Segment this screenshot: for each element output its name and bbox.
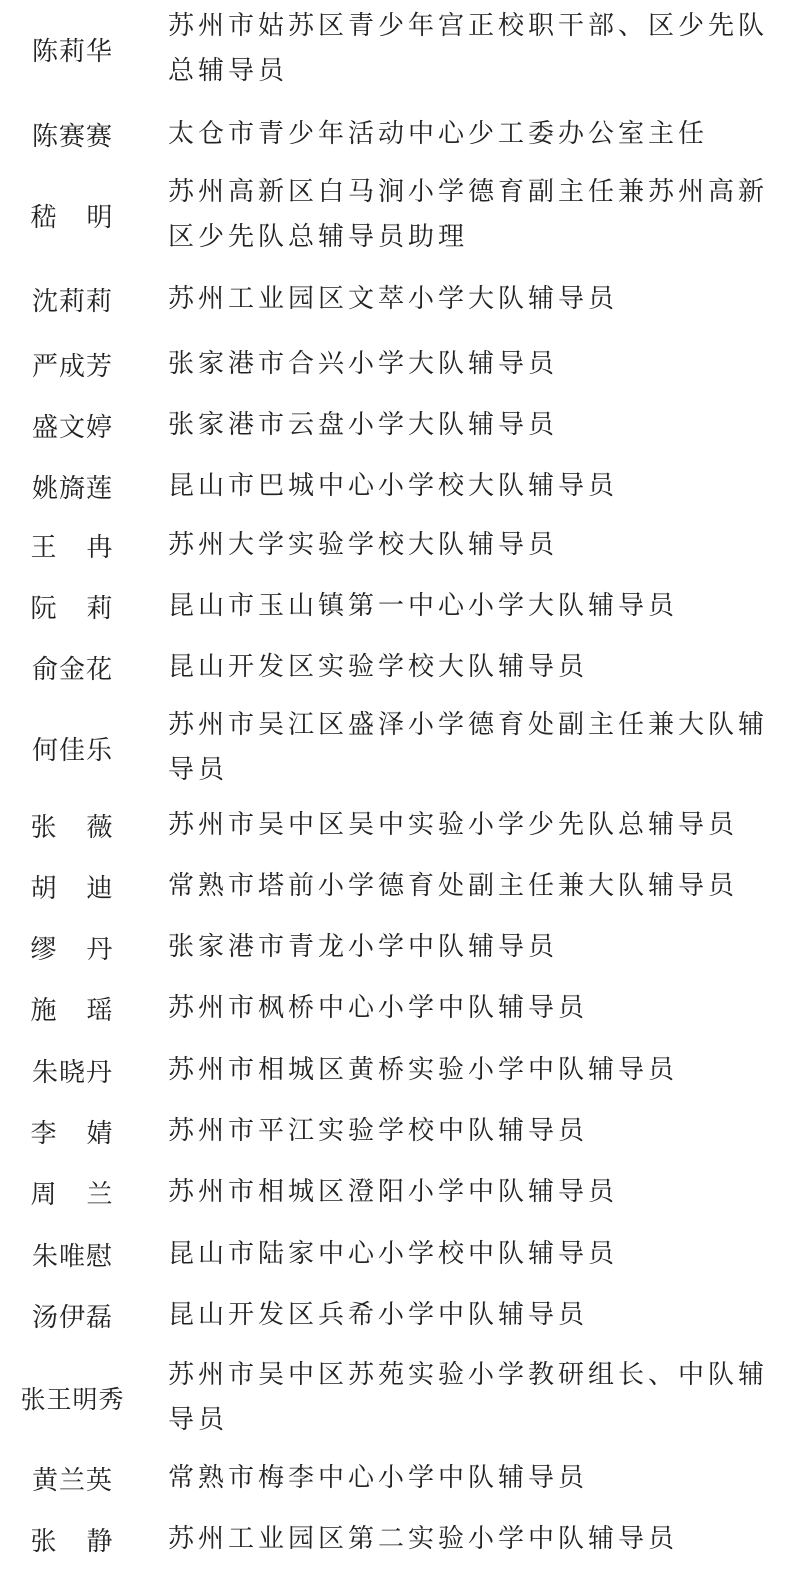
person-role: 张家港市云盘小学大队辅导员: [168, 410, 559, 440]
person-role: 苏州高新区白马涧小学德育副主任兼苏州高新区少先队总辅导员助理: [168, 177, 769, 252]
person-name: 施 瑶: [30, 996, 115, 1026]
person-name: 张王明秀: [20, 1385, 125, 1414]
person-name: 张 静: [30, 1527, 115, 1557]
person-role: 常熟市塔前小学德育处副主任兼大队辅导员: [168, 871, 739, 901]
list-item: [0, 584, 795, 629]
person-name: 黄兰英: [31, 1466, 113, 1496]
list-item: [0, 864, 795, 909]
list-item: [0, 4, 795, 94]
list-item: [0, 1048, 795, 1093]
person-name: 嵇 明: [30, 202, 115, 233]
person-role: 太仓市青少年活动中心少工委办公室主任: [168, 119, 709, 149]
person-name: 周 兰: [30, 1180, 115, 1210]
person-role: 昆山市玉山镇第一中心小学大队辅导员: [168, 591, 679, 621]
list-item: [0, 1232, 795, 1277]
list-item: [0, 1109, 795, 1154]
list-item: [0, 1353, 795, 1443]
list-item: [0, 342, 795, 387]
list-item: [0, 170, 795, 260]
person-name: 何佳乐: [31, 735, 113, 766]
person-role: 苏州大学实验学校大队辅导员: [168, 530, 559, 560]
person-role: 张家港市青龙小学中队辅导员: [168, 932, 559, 962]
list-item: [0, 925, 795, 970]
person-role: 苏州市姑苏区青少年宫正校职干部、区少先队总辅导员: [168, 11, 769, 86]
person-name: 朱唯慰: [31, 1242, 113, 1272]
person-name: 汤伊磊: [31, 1303, 113, 1333]
list-item: [0, 464, 795, 509]
list-item: [0, 703, 795, 793]
person-role: 苏州市吴中区苏苑实验小学教研组长、中队辅导员: [168, 1360, 769, 1435]
person-name: 缪 丹: [30, 935, 115, 965]
person-role: 张家港市合兴小学大队辅导员: [168, 349, 559, 379]
list-item: [0, 986, 795, 1031]
list-item: [0, 1456, 795, 1501]
list-item: [0, 112, 795, 157]
person-role: 苏州市相城区黄桥实验小学中队辅导员: [168, 1055, 679, 1085]
person-name: 张 薇: [30, 813, 115, 843]
person-name: 李 婧: [30, 1119, 115, 1149]
person-role: 常熟市梅李中心小学中队辅导员: [168, 1463, 589, 1493]
list-item: [0, 403, 795, 448]
person-name: 朱晓丹: [31, 1058, 113, 1088]
person-role: 苏州工业园区第二实验小学中队辅导员: [168, 1524, 679, 1554]
person-role: 昆山市巴城中心小学校大队辅导员: [168, 471, 619, 501]
person-name: 陈赛赛: [31, 122, 113, 152]
person-name: 陈莉华: [31, 36, 113, 67]
person-role: 昆山开发区兵希小学中队辅导员: [168, 1300, 589, 1330]
list-item: [0, 1170, 795, 1215]
list-item: [0, 1517, 795, 1562]
person-role: 苏州市吴中区吴中实验小学少先队总辅导员: [168, 810, 739, 840]
list-item: [0, 1293, 795, 1338]
person-name: 盛文婷: [31, 413, 113, 443]
person-role: 苏州市吴江区盛泽小学德育处副主任兼大队辅导员: [168, 710, 769, 785]
list-item: [0, 277, 795, 322]
person-role: 苏州市平江实验学校中队辅导员: [168, 1116, 589, 1146]
list-item: [0, 523, 795, 568]
person-name: 俞金花: [31, 655, 113, 685]
list-item: [0, 645, 795, 690]
person-name: 姚旖莲: [31, 474, 113, 504]
person-name: 阮 莉: [30, 594, 115, 624]
person-role: 苏州工业园区文萃小学大队辅导员: [168, 284, 619, 314]
person-name: 胡 迪: [30, 874, 115, 904]
person-role: 苏州市枫桥中心小学中队辅导员: [168, 993, 589, 1023]
list-item: [0, 803, 795, 848]
person-role: 苏州市相城区澄阳小学中队辅导员: [168, 1177, 619, 1207]
person-name: 王 冉: [30, 533, 115, 563]
person-name: 沈莉莉: [31, 287, 113, 317]
person-role: 昆山市陆家中心小学校中队辅导员: [168, 1239, 619, 1269]
person-role: 昆山开发区实验学校大队辅导员: [168, 652, 589, 682]
person-name: 严成芳: [31, 352, 113, 382]
